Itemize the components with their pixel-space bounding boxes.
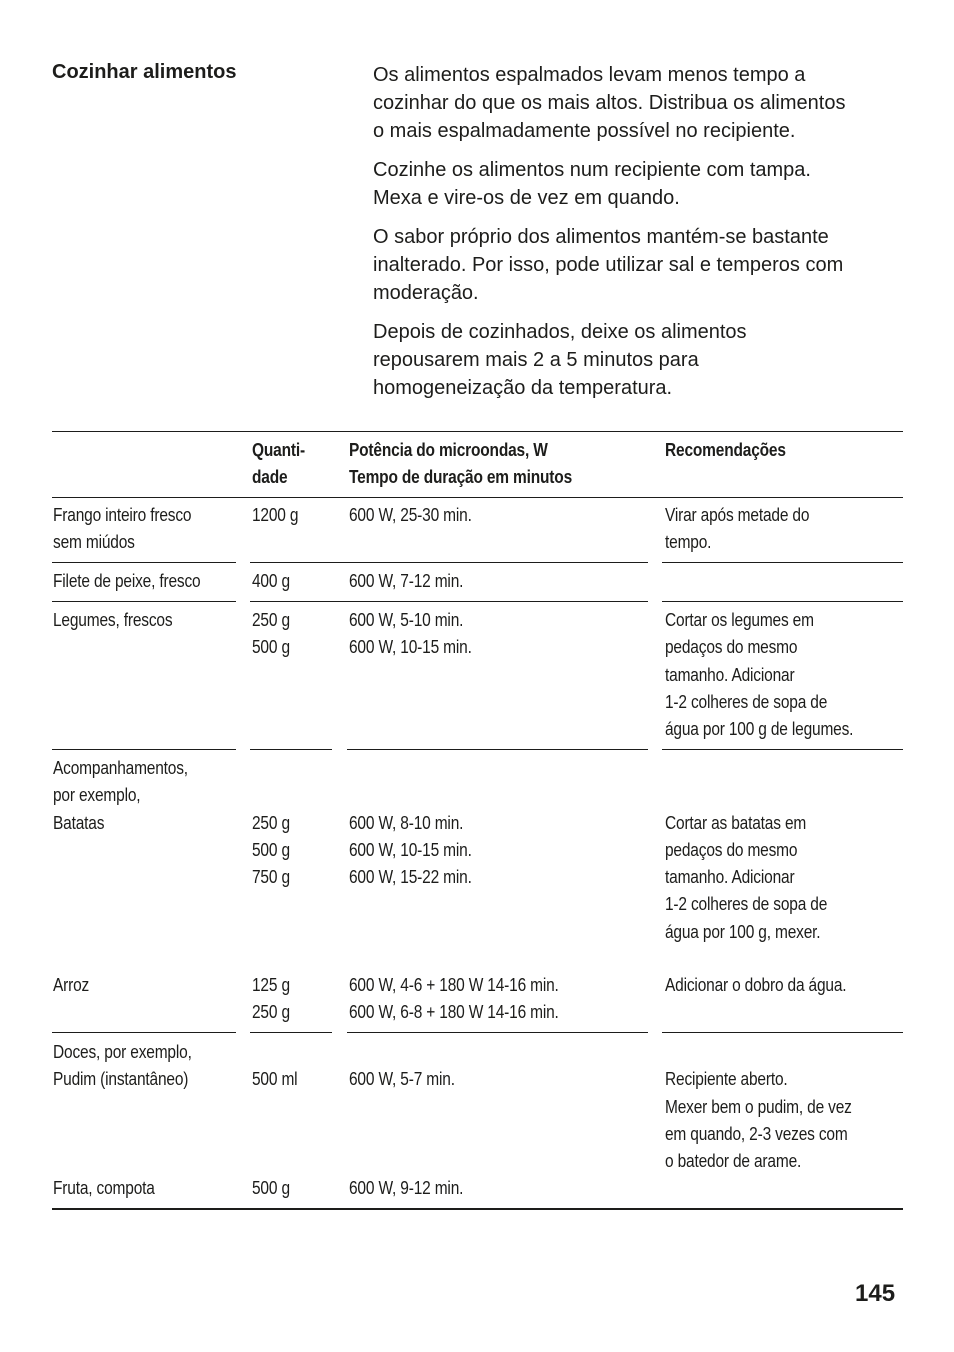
page-number: 145 (855, 1280, 896, 1307)
header-bottom-rule (52, 497, 903, 498)
table-cell-food: Frango inteiro fresco sem miúdos (53, 505, 192, 553)
table-cell-power-time: 600 W, 25-30 min. (349, 505, 472, 525)
table-top-rule (52, 431, 903, 432)
row-rule (662, 749, 903, 750)
row-rule (662, 562, 903, 563)
row-rule (662, 1032, 903, 1033)
table-cell-food: Arroz (53, 975, 90, 995)
table-cell-food: Acompanhamentos, por exemplo, Batatas (53, 758, 188, 833)
table-cell-quantity: 250 g 500 g 750 g (252, 812, 290, 888)
table-cell-food: Legumes, frescos (53, 610, 173, 630)
row-rule (250, 749, 332, 750)
paragraph-4: Depois de cozinhados, deixe os alimentos repousarem mais 2 a 5 minutos para homogeneização da temperatura. (373, 321, 747, 399)
table-cell-power-time: 600 W, 9-12 min. (349, 1178, 464, 1198)
paragraph-1: Os alimentos espalmados levam menos tempo a cozinhar do que os mais altos. Distribua os alimentos o mais espalmadamente possível no recipiente. (373, 64, 846, 142)
row-rule (52, 749, 236, 750)
table-cell-food: Fruta, compota (53, 1178, 155, 1198)
header-quantity: Quanti- dade (252, 440, 305, 488)
table-cell-quantity: 500 g (252, 1178, 290, 1198)
table-cell-quantity: 500 ml (252, 1069, 298, 1090)
row-rule (250, 562, 648, 563)
table-cell-recommendation: Virar após metade do tempo. (665, 505, 810, 553)
table-cell-quantity: 250 g 500 g (252, 610, 290, 658)
header-power-time: Potência do microondas, W Tempo de duração em minutos (349, 440, 573, 488)
table-cell-power-time: 600 W, 5-10 min. 600 W, 10-15 min. (349, 610, 472, 658)
row-rule (52, 1032, 236, 1033)
row-rule (347, 749, 648, 750)
table-cell-power-time: 600 W, 7-12 min. (349, 571, 464, 591)
table-cell-power-time: 600 W, 8-10 min. 600 W, 10-15 min. 600 W, 15-22 min. (349, 812, 472, 888)
row-rule (347, 1032, 648, 1033)
table-cell-power-time: 600 W, 5-7 min. (349, 1069, 455, 1090)
table-cell-recommendation: Cortar as batatas em pedaços do mesmo tamanho. Adicionar 1-2 colheres de sopa de água por 100 g, mexer. (665, 812, 828, 942)
table-bottom-rule (52, 1208, 903, 1210)
row-rule (250, 1032, 332, 1033)
row-rule (52, 601, 236, 602)
table-cell-food: Doces, por exemplo, Pudim (instantâneo) (53, 1042, 192, 1090)
row-rule (250, 601, 648, 602)
table-cell-quantity: 1200 g (252, 505, 299, 525)
table-cell-quantity: 400 g (252, 571, 290, 591)
row-rule (662, 601, 903, 602)
paragraph-2: Cozinhe os alimentos num recipiente com tampa. Mexa e vire-os de vez em quando. (373, 159, 811, 209)
table-cell-food: Filete de peixe, fresco (53, 571, 201, 591)
header-recommendations: Recomendações (665, 440, 786, 460)
paragraph-3: O sabor próprio dos alimentos mantém-se bastante inalterado. Por isso, pode utilizar sal e temperos com moderação. (373, 226, 844, 304)
table-cell-recommendation: Adicionar o dobro da água. (665, 975, 847, 995)
intro-paragraphs (373, 61, 913, 413)
row-rule (52, 562, 236, 563)
cooking-table (52, 431, 903, 1211)
table-cell-recommendation: Cortar os legumes em pedaços do mesmo tamanho. Adicionar 1-2 colheres de sopa de água por 100 g de legumes. (665, 610, 854, 740)
table-cell-recommendation: Recipiente aberto. Mexer bem o pudim, de vez em quando, 2-3 vezes com o batedor de arame. (665, 1069, 852, 1172)
section-heading: Cozinhar alimentos (52, 61, 237, 83)
table-cell-quantity: 125 g 250 g (252, 975, 290, 1023)
table-cell-power-time: 600 W, 4-6 + 180 W 14-16 min. 600 W, 6-8 + 180 W 14-16 min. (349, 975, 559, 1023)
